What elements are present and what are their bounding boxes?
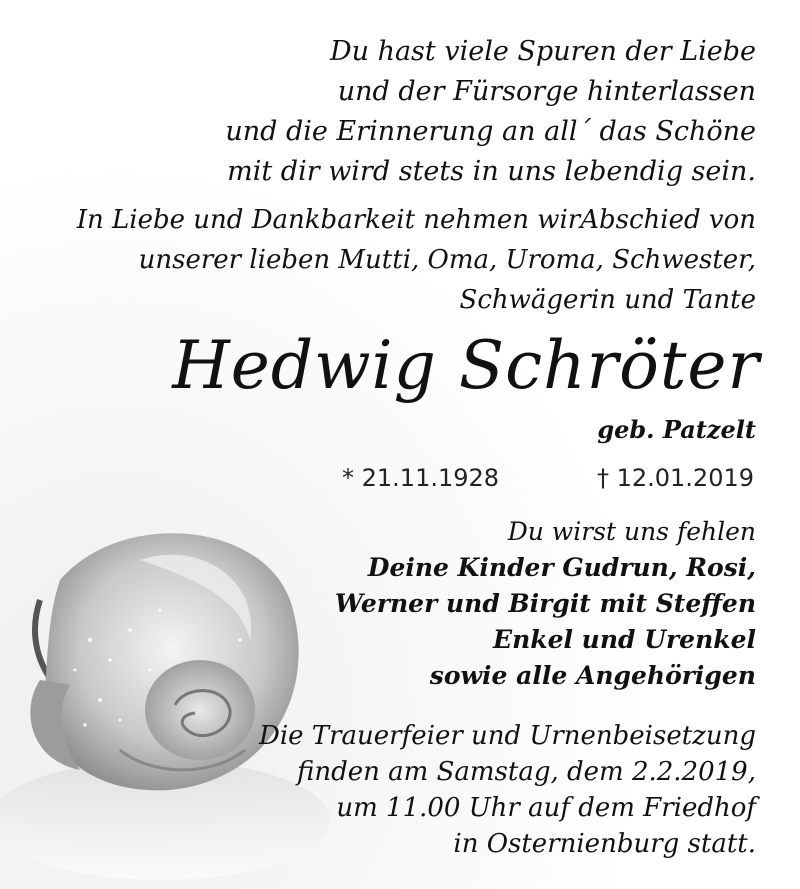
service-line: um 11.00 Uhr auf dem Friedhof <box>336 793 756 823</box>
life-dates <box>0 464 800 500</box>
poem <box>225 32 756 192</box>
birth-date: * 21.11.1928 <box>342 464 500 492</box>
poem-line: und der Fürsorge hinterlassen <box>337 76 756 107</box>
poem-line: und die Erinnerung an all´ das Schöne <box>225 116 756 147</box>
family-line: Deine Kinder Gudrun, Rosi, <box>367 553 756 582</box>
service-info <box>259 718 756 862</box>
service-line: Die Trauerfeier und Urnenbeisetzung <box>258 721 756 751</box>
family-signature <box>335 514 756 694</box>
death-date: † 12.01.2019 <box>596 464 754 492</box>
intro-line: In Liebe und Dankbarkeit nehmen wirAbschied von <box>76 205 756 235</box>
maiden-name: geb. Patzelt <box>597 415 756 444</box>
poem-line: Du hast viele Spuren der Liebe <box>329 36 756 67</box>
family-line: sowie alle Angehörigen <box>429 661 756 690</box>
intro-line: unserer lieben Mutti, Oma, Uroma, Schwester, <box>138 245 756 275</box>
family-intro: Du wirst uns fehlen <box>507 517 756 546</box>
family-line: Enkel und Urenkel <box>493 625 756 654</box>
intro-line: Schwägerin und Tante <box>459 285 756 315</box>
poem-line: mit dir wird stets in uns lebendig sein. <box>227 156 756 187</box>
service-line: in Osternienburg statt. <box>453 829 756 859</box>
farewell-intro <box>77 200 756 320</box>
service-line: finden am Samstag, dem 2.2.2019, <box>297 757 756 787</box>
family-line: Werner und Birgit mit Steffen <box>334 589 756 618</box>
deceased-name: Hedwig Schröter <box>172 327 760 404</box>
